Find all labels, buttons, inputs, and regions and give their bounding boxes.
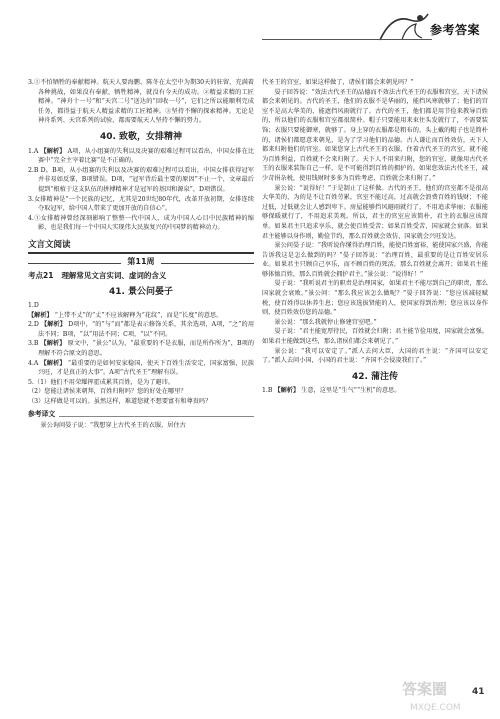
- right-column: [262, 78, 488, 396]
- section-42-title: 42. 蒲注传: [351, 371, 399, 382]
- translation-para-7: 晏子说：“君主能宽厚待民，百姓就会归附；君主能节俭用度，国家就会富强。如果君主能做到这些，那么诸侯们都会来朝见了。”: [262, 328, 488, 346]
- answer-41-3-body: 原文中，“景公”认为，“最重要的不是衣服，而是所作所为”，B项的理解不符合原文的意思。: [38, 340, 255, 358]
- answer-41-4: [28, 359, 254, 378]
- module-heading-text: 文言文阅读: [28, 239, 71, 250]
- answer-41-5c: （3）这样做是可以的。虽然这样，难道您就不想要富有和尊贵吗？: [28, 398, 212, 406]
- left-column: [28, 78, 254, 430]
- answer-41-1-label: 【解析】: [28, 311, 53, 319]
- answer-41-3-label: 【解析】: [40, 340, 66, 348]
- reference-heading-text: 参考译文: [28, 410, 59, 418]
- header-rule: [262, 39, 432, 40]
- translation-para-6: 景公说：“那么我就停止修建宫室吧。”: [274, 318, 377, 326]
- answer-41-5b: （2）您能让诸侯来朝拜，百姓归附吗？您的好处在哪里？: [28, 388, 187, 396]
- section-40-title: 40. 致敬，女排精神: [99, 131, 183, 142]
- answer-41-4-label: 【解析】: [40, 359, 66, 367]
- translation-para-3: 景公说：“说得好！”于是制止了这样做。古代的圣王，他们的宫室都不是很高大华美的，为的是不让百姓劳累。官室不能过高，过高就会浪费百姓的钱财；不能过低，过低就会让人感到卑下。房屋能够挡风避雨就行了，不用追求华丽；衣服能够保暖就行了，不用追求美观。所以，君主的官室应该简朴，君主的衣服应该简单。如果君主只追求享乐，就会使百姓受苦；如果百姓受苦，国家就会衰落。如果君主能够以身作则，勤俭节约，那么百姓就会效仿，国家就会兴旺发达。: [262, 184, 488, 240]
- translation-para-5: 晏子说：“我听说君主的职责是治理国家，如果君主不能尽到自己的职责，那么国家就会衰败。”景公问：“那么我应该怎么做呢？”晏子回答说：“您应该减轻赋税，使百姓得以休养生息；您应该选拔贤能的人，使国家得到治理；您应该以身作则，使百姓效仿您的品德。”: [262, 280, 488, 317]
- reference-translation-heading: [28, 410, 254, 421]
- answer-40-1-label: 【解析】: [40, 147, 66, 155]
- answer-40-1-body: A项，从小组赛的失利以及决赛的艰难过程可以看出，中国女排在比赛中“完全主宰着比赛”是不正确的。: [38, 147, 255, 165]
- page-number: 41: [472, 687, 485, 697]
- header-title: 参考答案: [430, 23, 481, 37]
- svg-text:答案圈: 答案圈: [402, 680, 448, 698]
- kaodian-number: 考点21: [28, 270, 54, 280]
- answer-42-1: [262, 386, 488, 396]
- answer-41-3-number: 3.B: [28, 340, 39, 348]
- module-heading: [28, 241, 254, 254]
- answer-41-1: 1.D: [28, 302, 39, 310]
- answer-42-1-body: 生意，这里是“生气”“生机”的意思。: [301, 387, 401, 395]
- answer-40-3: 3.女排精神是“一个民族的记忆，尤其是20世纪80年代，改革开放初期，女排连续夺取冠军，给中国人带来了更加开放的自信心”。: [28, 195, 254, 213]
- kaodian-text: 理解常见文言实词、虚词的含义: [61, 270, 167, 280]
- page-header: [0, 0, 500, 52]
- answer-41-4-number: 4.A: [28, 359, 39, 367]
- header-ornament-icon: [372, 10, 432, 46]
- week-heading-text: 第11周: [121, 257, 160, 266]
- answer-41-1-body: “上带不丈”的“丈”不应该解释为“花纹”，而是“长度”的意思。: [54, 311, 223, 319]
- answer-41-2-label: 【解析】: [40, 321, 67, 329]
- module-heading-rule: [28, 252, 254, 254]
- answer-40-1-number: 1.A: [28, 147, 39, 155]
- answer-40-2: 2.B D。B项，从小组赛的失利以及决赛的艰难过程可以看出，中国女排获得冠军并非易如反掌，B项错误。D项，“冠军背后最主要的原因”不止一个，文章最后提到“根植于这支队伍的拼搏精神才是冠军的基因和源泉”，D项错误。: [28, 166, 254, 193]
- answer-41-3: [28, 339, 254, 358]
- answer-41-4-body: “最重要的是如何安家稳国，使天下百姓生活安定，国家富强，民族兴旺，才是真正的大事”。A项“古代圣王”理解有误。: [38, 359, 254, 377]
- svg-text:MXQE.COM: MXQE.COM: [410, 703, 461, 713]
- translation-para-8: 景公说：“我可以安定了。”派人去问大臣，大国的君主说：“齐国可以安定了。”派人去问小国，小国的君主说：“齐国不会侵凌我们了。”: [262, 347, 488, 365]
- answer-41-5a: 5.（1）他们不用荣耀挥霍成累其百姓，是为了避讳。: [28, 378, 174, 386]
- section-41-title: 41. 景公问晏子: [108, 286, 174, 297]
- answer-42-1-label: 【解析】: [274, 387, 300, 395]
- answer-q3: 3.①不怕牺牲的奉献精神。航天人要海鹏、陈冬在太空中为期30天的驻留，充满着各种挑战，如果没有奉献、牺牲精神，就没有今天的成功。②精益求精的工匠精神。“神舟十一号”和“天宫二号”送达的“回收一号”，它们之所以能顺利完成任务，都得益于航天人精益求精的工匠精神。③坚持不懈的探索精神。无论是神舟系列、天宫系列的试验，都需要航天人坚持不懈的努力。: [28, 79, 254, 125]
- answer-41-2: [28, 320, 254, 339]
- answer-41-2-number: 2.D: [28, 321, 39, 329]
- answer-41-1-analysis: [28, 311, 254, 321]
- reference-heading-rule: [28, 416, 254, 417]
- translation-para-4: 景公问晏子说：“我听说你懂得治理百姓，能使百姓富裕，能使国家兴盛，你能告诉我这是怎么做到的吗？”晏子回答说：“治理百姓，最重要的是让百姓安居乐业。如果君主只顾自己享乐，而不顾百姓的死活，那么百姓就会离开；如果君主能够体恤百姓，那么百姓就会拥护君主。”景公说：“说得好！”: [262, 242, 488, 278]
- answer-40-4: 4.①女排精神曾经深刻影响了整整一代中国人，成为中国人心目中民族精神的缩影，也是我们每一个中国人实现伟大民族复兴的中国梦的精神动力。: [28, 214, 254, 232]
- reference-translation-start: 景公询问晏子说：“我想穿上古代圣王的衣服，居住古: [40, 421, 186, 429]
- answer-42-1-number: 1.B: [262, 387, 273, 395]
- answer-40-1: [28, 147, 254, 166]
- kaodian-heading: [28, 271, 254, 281]
- translation-para-1: 代圣王的宫室，如果这样做了，诸侯们都会来朝见吗？”: [262, 79, 414, 86]
- translation-para-2: 晏子回答说：“效法古代圣王的品德而不效法古代圣王的衣服和宫室，天下诸侯都会来朝见的。古代的圣王，他们的衣服不是华丽的，能挡风寒就够了；他们的宫室不是高大华美的，能遮挡风雨就行了。古代的圣王，他们都是用节俭来教导百姓的，所以他们的衣服和宫室都很简朴。帽子只要能用来束住头发就行了，不需要装饰；衣服只要能御寒，就够了。身上穿的衣服都是粗布的，头上戴的帽子也是简朴的，诸侯们都愿意来朝见，是为了学习他们的品德。古人谦让而百姓效仿，天下人都来归附他们的官室。如果您穿上古代圣王的衣服，住着古代圣王的宫室，就不能为百姓利益，百姓就不会来归附了。天下人不用来归附，您的官室，就像用古代圣王的衣服来装饰自己一样，是不可能得到百姓的拥护的。如果您效法古代圣王，减少苛捐杂税，使用钱财时多多为百姓考虑，百姓就会来归附了。”: [262, 88, 488, 182]
- week-heading: [28, 257, 254, 269]
- answer-41-2-body: D项中，“的”与“而”都是表示修饰关系，其余选项，A项，“之”的用法不同；B项，“以”用法不同；C项，“以”不同。: [38, 321, 255, 338]
